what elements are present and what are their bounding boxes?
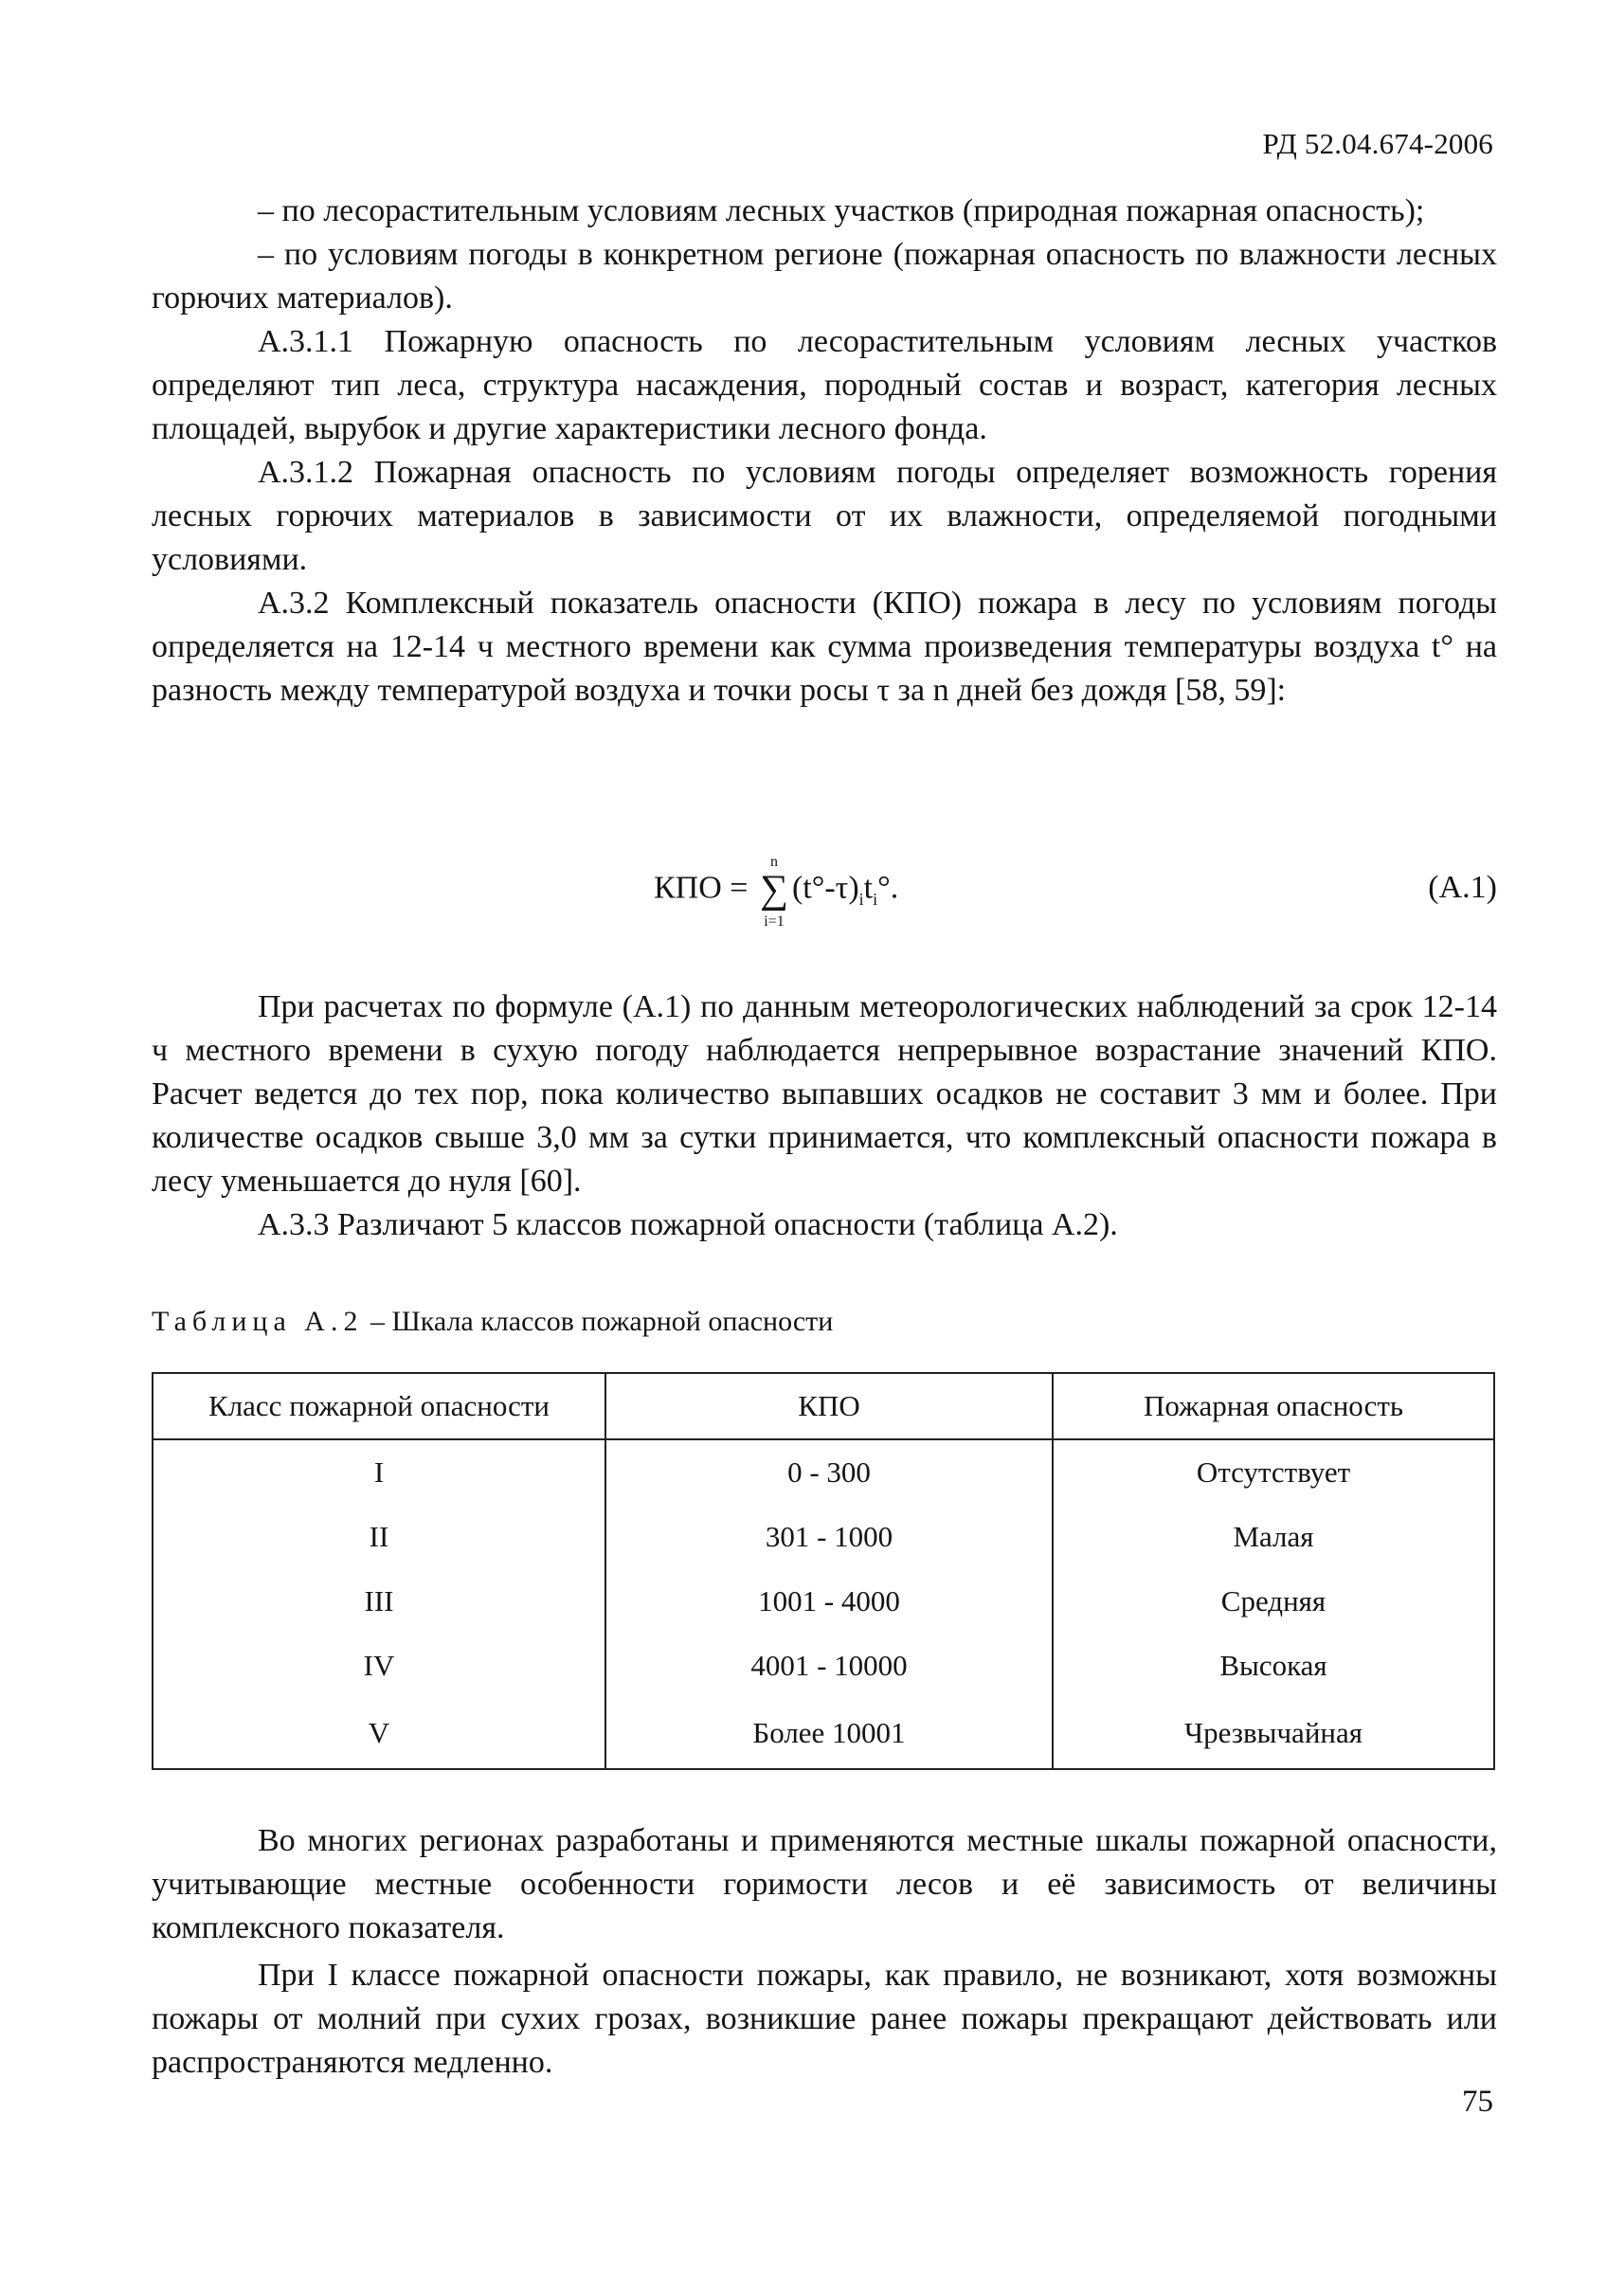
sum-operator	[756, 854, 792, 930]
table-caption	[152, 1306, 833, 1338]
table-cell: Более 10001	[605, 1698, 1053, 1769]
table-row	[153, 1698, 1494, 1769]
paragraph: Во многих регионах разработаны и применяются местные шкалы пожарной опасности, учитывающие местные особенности горимости лесов и её зависимость от величины комплексного показателя.	[152, 1823, 1497, 1945]
column-header: Пожарная опасность	[1053, 1373, 1494, 1439]
table-cell: 1001 - 4000	[605, 1569, 1053, 1634]
equation-number: (А.1)	[1428, 870, 1497, 905]
paragraph: А.3.2 Комплексный показатель опасности (КПО) пожара в лесу по условиям погоды определяется на 12-14 ч местного времени как сумма произведения температуры воздуха t° на разность между температурой воздуха и точки росы τ за n дней без дождя [58, 59]:	[152, 586, 1497, 708]
table-row	[153, 1439, 1494, 1505]
table-cell: Малая	[1053, 1505, 1494, 1569]
table-cell: 0 - 300	[605, 1439, 1053, 1505]
sum-upper-limit: n	[769, 854, 778, 870]
table-row	[153, 1634, 1494, 1698]
table-cell: 4001 - 10000	[605, 1634, 1053, 1698]
table-cell: V	[153, 1698, 605, 1769]
text-block-top	[152, 190, 1497, 713]
paragraph: – по лесорастительным условиям лесных участков (природная пожарная опасность);	[258, 193, 1425, 228]
text-block-mid	[152, 985, 1497, 1247]
formula-subscript: i	[873, 890, 878, 910]
text-block-bottom	[152, 1819, 1497, 2085]
formula-body: (t°-τ)	[791, 870, 859, 906]
table-cell: 301 - 1000	[605, 1505, 1053, 1569]
page-number: 75	[1462, 2085, 1493, 2119]
paragraph: При расчетах по формуле (А.1) по данным метеорологических наблюдений за срок 12-14 ч местного времени в сухую погоду наблюдается непрерывное возрастание значений КПО. Расчет ведется до тех пор, пока количество выпавших осадков не составит 3 мм и более. При количестве осадков свыше 3,0 мм за сутки принимается, что комплексный опасности пожара в лесу уменьшается до нуля [60].	[152, 989, 1497, 1199]
formula-lhs: КПО =	[654, 870, 749, 906]
formula-subscript: i	[858, 890, 864, 910]
sigma-symbol: ∑	[759, 868, 788, 912]
paragraph: А.3.3 Различают 5 классов пожарной опасности (таблица А.2).	[258, 1207, 1118, 1242]
table-cell: I	[153, 1439, 605, 1505]
sum-lower-limit: i=1	[764, 913, 785, 930]
table-row	[153, 1505, 1494, 1569]
table-caption-text: – Шкала классов пожарной опасности	[363, 1306, 834, 1337]
fire-danger-table	[152, 1372, 1495, 1770]
formula-body: t	[863, 870, 874, 906]
document-id: РД 52.04.674-2006	[1262, 127, 1493, 160]
paragraph: А.3.1.2 Пожарная опасность по условиям погоды определяет возможность горения лесных горючих материалов в зависимости от их влажности, определяемой погодными условиями.	[152, 455, 1497, 577]
table-cell: IV	[153, 1634, 605, 1698]
formula-body: °.	[877, 870, 899, 906]
table-cell: III	[153, 1569, 605, 1634]
table-cell: Высокая	[1053, 1634, 1494, 1698]
table-cell: II	[153, 1505, 605, 1569]
formula-row	[152, 853, 1497, 929]
table-cell: Чрезвычайная	[1053, 1698, 1494, 1769]
column-header: Класс пожарной опасности	[153, 1373, 605, 1439]
paragraph: При I классе пожарной опасности пожары, как правило, не возникают, хотя возможны пожары от молний при сухих грозах, возникшие ранее пожары прекращают действовать или распространяются медленно.	[152, 1958, 1497, 2080]
formula-kpo	[654, 854, 899, 930]
table-caption-label: Таблица А.2	[152, 1306, 364, 1337]
table-header-row	[153, 1373, 1494, 1439]
paragraph: – по условиям погоды в конкретном регионе (пожарная опасность по влажности лесных горючих материалов).	[152, 237, 1497, 316]
table-row	[153, 1569, 1494, 1634]
table-cell: Средняя	[1053, 1569, 1494, 1634]
table-cell: Отсутствует	[1053, 1439, 1494, 1505]
paragraph: А.3.1.1 Пожарную опасность по лесорастительным условиям лесных участков определяют тип леса, структура насаждения, породный состав и возраст, категория лесных площадей, вырубок и другие характеристики лесного фонда.	[152, 324, 1497, 446]
column-header: КПО	[605, 1373, 1053, 1439]
